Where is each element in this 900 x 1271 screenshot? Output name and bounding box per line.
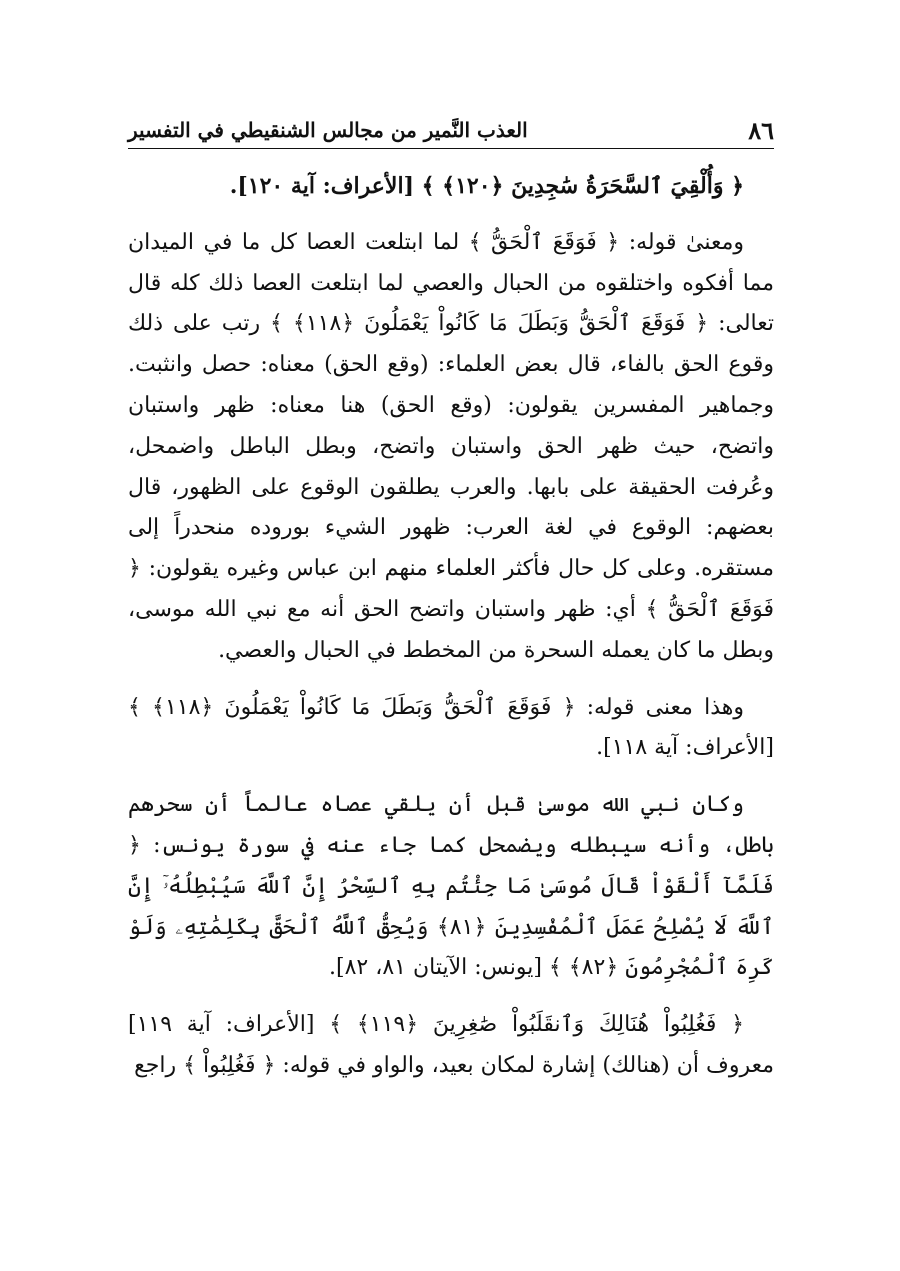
text-line: وجماهير المفسرين يقولون: (وقع الحق) هنا معناه: ظهر واستبان [128, 392, 774, 418]
verse-paragraph [128, 166, 774, 207]
body-paragraph [128, 1005, 774, 1087]
text-line: نبي الله موسى، وبطل ما كان يعمله السحرة من المخطط في الحبال [128, 596, 774, 663]
running-title: العذب النَّمير من مجالس الشنقيطي في التفسير [128, 118, 528, 142]
text-line: ٱلْمُفْسِدِينَ ﴿٨١﴾ وَيُحِقُّ ٱللَّهُ ٱلْحَقَّ بِكَلِمَٰتِهِۦ وَلَوْ كَرِهَ ٱلْمُجْرِمُونَ ﴿٨٢﴾ ﴾ [يونس: [128, 914, 774, 981]
text-line: أن (هنالك) إشارة لمكان بعيد، والواو في قوله: ﴿ فَغُلِبُواْ ﴾ راجع [134, 1052, 700, 1078]
text-line: ومعنىٰ قوله: ﴿ فَوَقَعَ ٱلْحَقُّ ﴾ لما ابتلعت العصا كل ما في الميدان [128, 229, 744, 255]
text-line: أَلْقَوْاْ قَالَ مُوسَىٰ مَا جِئْتُم بِهِ ٱلسِّحْرُ إِنَّ ٱللَّهَ سَيُبْطِلُهُۥٓ إِنَّ ٱللَّهَ لَا يُصْلِحُ عَمَلَ [128, 873, 774, 940]
text-line: الآيتان ٨١، ٨٢]. [329, 955, 468, 981]
text-line: مما أفكوه واختلقوه من الحبال والعصي لما ابتلعت العصا ذلك كله [170, 270, 774, 296]
text-line: الحق بالفاء، قال بعض العلماء: (وقع الحق) معناه: حصل وانثبت. [128, 352, 720, 378]
text-line: وعُرفت الحقيقة على بابها. والعرب يطلقون الوقوع على الظهور، [171, 474, 774, 500]
page-header [128, 112, 774, 148]
text-line: ﴿ وَأُلْقِيَ ٱلسَّحَرَةُ سَٰجِدِينَ ﴿١٢٠﴾ ﴾ [الأعراف: آية ١٢٠]. [229, 173, 744, 199]
body-paragraph [128, 785, 774, 989]
text-line: [الأعراف: آية ١١٨]. [596, 735, 774, 761]
text-line: قال تعالى: ﴿ فَوَقَعَ ٱلْحَقُّ وَبَطَلَ مَا كَانُواْ يَعْمَلُونَ ﴿١١٨﴾ ﴾ رتب على ذلك وقوع [128, 270, 774, 378]
text-line: وكان نبي الله موسىٰ قبل أن يلقي عصاه عالماً أن سحرهم [128, 792, 744, 818]
header-divider [128, 148, 774, 149]
text-line: يقولون: ﴿ فَوَقَعَ ٱلْحَقُّ ﴾ أي: ظهر واستبان واتضح الحق أنه مع [128, 556, 774, 622]
text-line: باطل، وأنه سيبطله ويضمحل كما جاء عنه في سورة يونس: ﴿ فَلَمَّآ [128, 832, 774, 899]
text-line: ﴿ فَغُلِبُواْ هُنَالِكَ وَٱنقَلَبُواْ صَٰغِرِينَ ﴿١١٩﴾ ﴾ [الأعراف: آية ١١٩] معروف [128, 1012, 774, 1078]
text-line: واتضح، حيث ظهر الحق واستبان واتضح، وبطل الباطل واضمحل، [128, 433, 774, 459]
text-line: والعصي. [218, 637, 297, 663]
page-body [128, 166, 774, 1087]
text-line: قال بعضهم: الوقوع في لغة العرب: ظهور الشيء بوروده منحدراً [128, 474, 774, 541]
body-paragraph [128, 223, 774, 672]
text-line: إلى مستقره. وعلى كل حال فأكثر العلماء منهم ابن عباس وغيره [128, 515, 774, 582]
text-line: وهذا معنى قوله: ﴿ فَوَقَعَ ٱلْحَقُّ وَبَطَلَ مَا كَانُواْ يَعْمَلُونَ ﴿١١٨﴾ ﴾ [128, 694, 744, 720]
page-number: ٨٦ [748, 116, 774, 145]
body-paragraph [128, 688, 774, 770]
